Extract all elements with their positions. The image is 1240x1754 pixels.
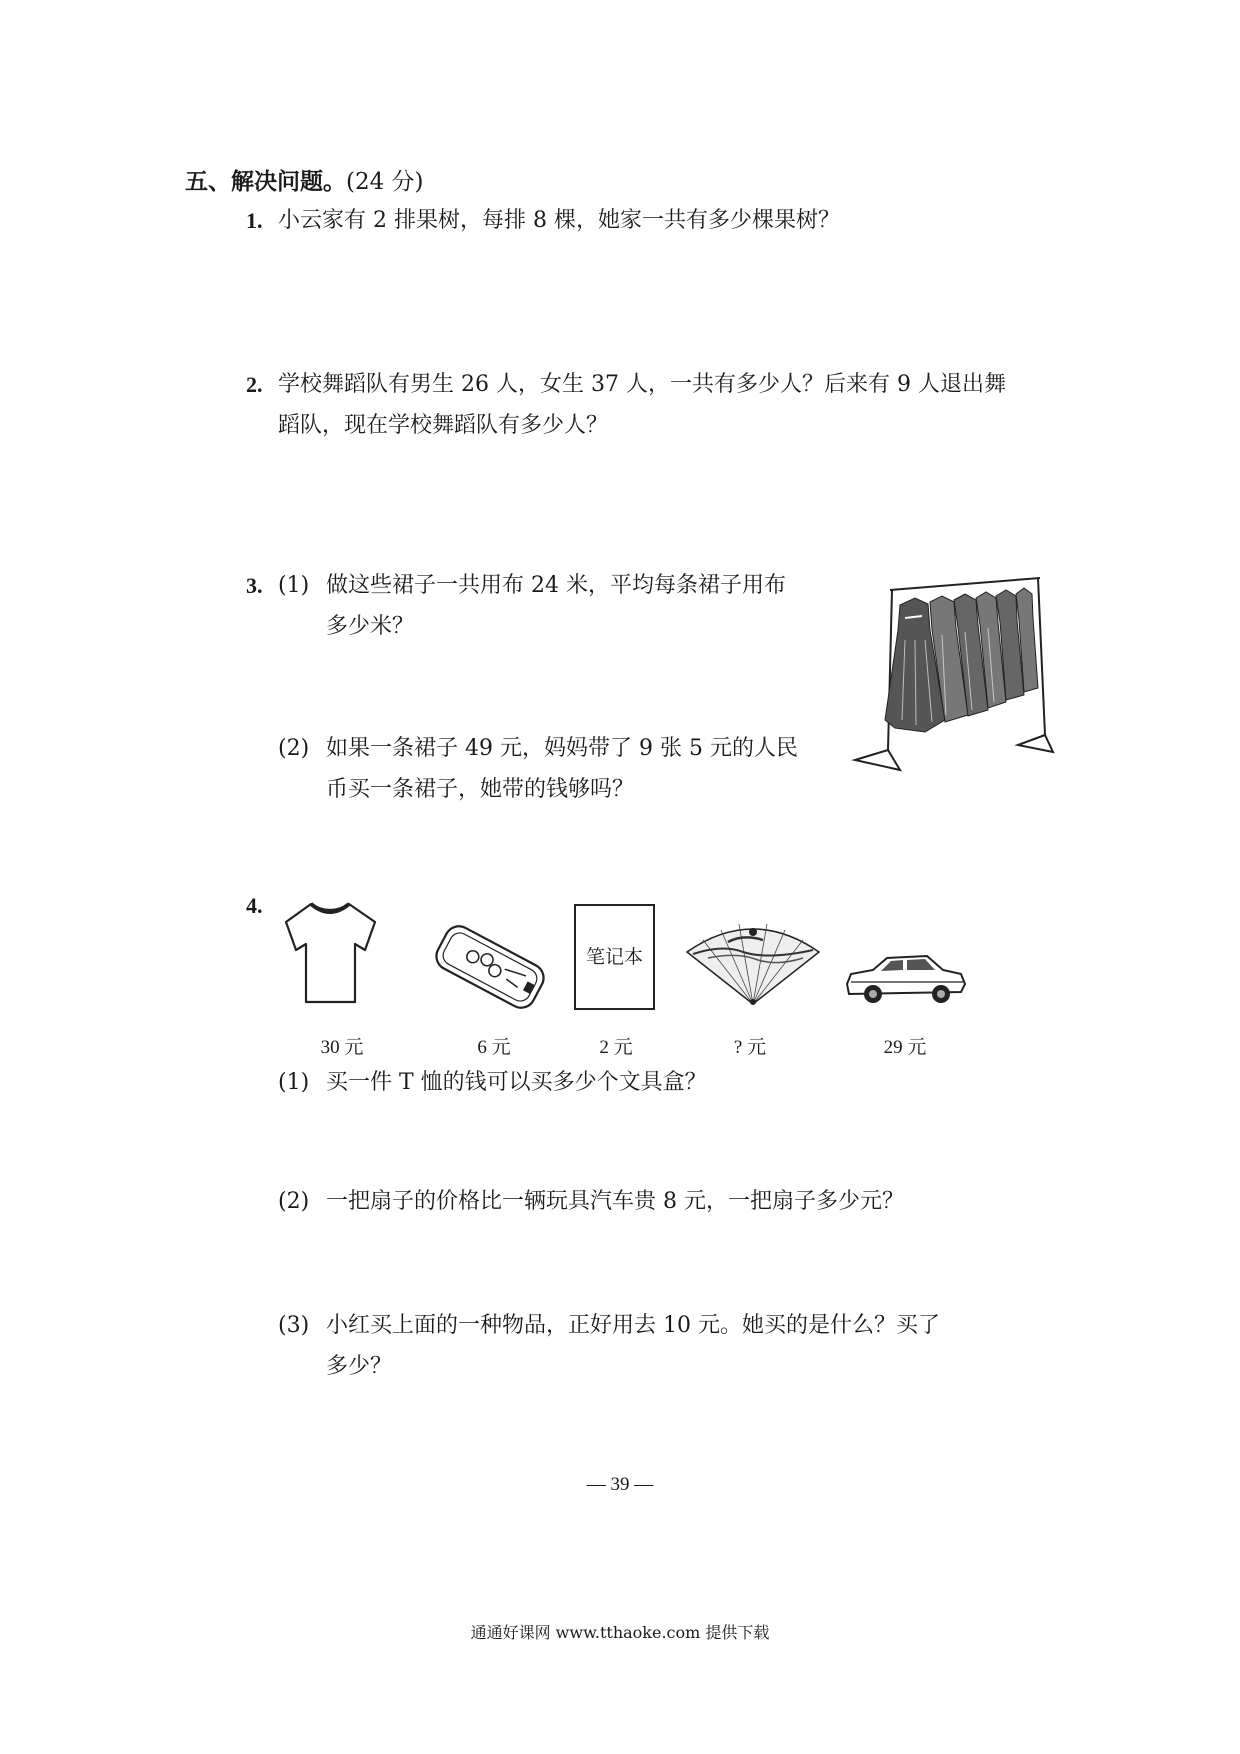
- q1-text: 小云家有 2 排果树，每排 8 棵，她家一共有多少棵果树？: [278, 208, 840, 233]
- q3-p1-line2: 多少米？: [326, 614, 415, 639]
- q3-p1-label: (1): [278, 573, 310, 598]
- price-toy-car: 29 元: [883, 1037, 927, 1058]
- q3-p2-line2: 币买一条裙子，她带的钱够吗？: [326, 777, 635, 802]
- tshirt-icon: [283, 900, 378, 1005]
- price-fan: ? 元: [733, 1037, 767, 1058]
- q1-number: 1.: [246, 208, 263, 233]
- dress-rack-icon: [850, 570, 1055, 775]
- q2-number: 2.: [246, 372, 263, 397]
- q4-p1-label: (1): [278, 1070, 310, 1095]
- fan-icon: [683, 912, 823, 1007]
- page-number: — 39 —: [586, 1474, 654, 1495]
- q3-p2-label: (2): [278, 736, 310, 761]
- q3-number: 3.: [246, 573, 263, 598]
- q3-p1-line1: 做这些裙子一共用布 24 米，平均每条裙子用布: [326, 573, 786, 598]
- section-points: (24 分): [346, 169, 424, 195]
- q4-p2-text: 一把扇子的价格比一辆玩具汽车贵 8 元，一把扇子多少元？: [326, 1189, 904, 1214]
- q3-p2-line1: 如果一条裙子 49 元，妈妈带了 9 张 5 元的人民: [326, 736, 798, 761]
- notebook-label: 笔记本: [585, 946, 643, 968]
- q4-p3-label: (3): [278, 1313, 310, 1338]
- price-pencil-case: 6 元: [477, 1037, 511, 1058]
- price-tshirt: 30 元: [320, 1037, 364, 1058]
- toy-car-icon: [843, 948, 968, 1008]
- q4-p3-line1: 小红买上面的一种物品，正好用去 10 元。她买的是什么？买了: [326, 1313, 940, 1338]
- section-title: [185, 163, 424, 196]
- footer-text: 通通好课网 www.tthaoke.com 提供下载: [470, 1623, 770, 1642]
- section-title-text: 五、解决问题。: [185, 168, 346, 195]
- q4-p3-line2: 多少？: [326, 1354, 393, 1379]
- notebook-icon: [574, 904, 655, 1010]
- q4-p1-text: 买一件 T 恤的钱可以买多少个文具盒？: [326, 1070, 707, 1095]
- pencil-case-icon: [430, 922, 550, 1012]
- q4-p2-label: (2): [278, 1189, 310, 1214]
- q4-number: 4.: [246, 893, 263, 918]
- price-notebook: 2 元: [599, 1037, 633, 1058]
- q2-line1: 学校舞蹈队有男生 26 人，女生 37 人，一共有多少人？后来有 9 人退出舞: [278, 372, 1006, 397]
- q2-line2: 蹈队，现在学校舞蹈队有多少人？: [278, 413, 609, 438]
